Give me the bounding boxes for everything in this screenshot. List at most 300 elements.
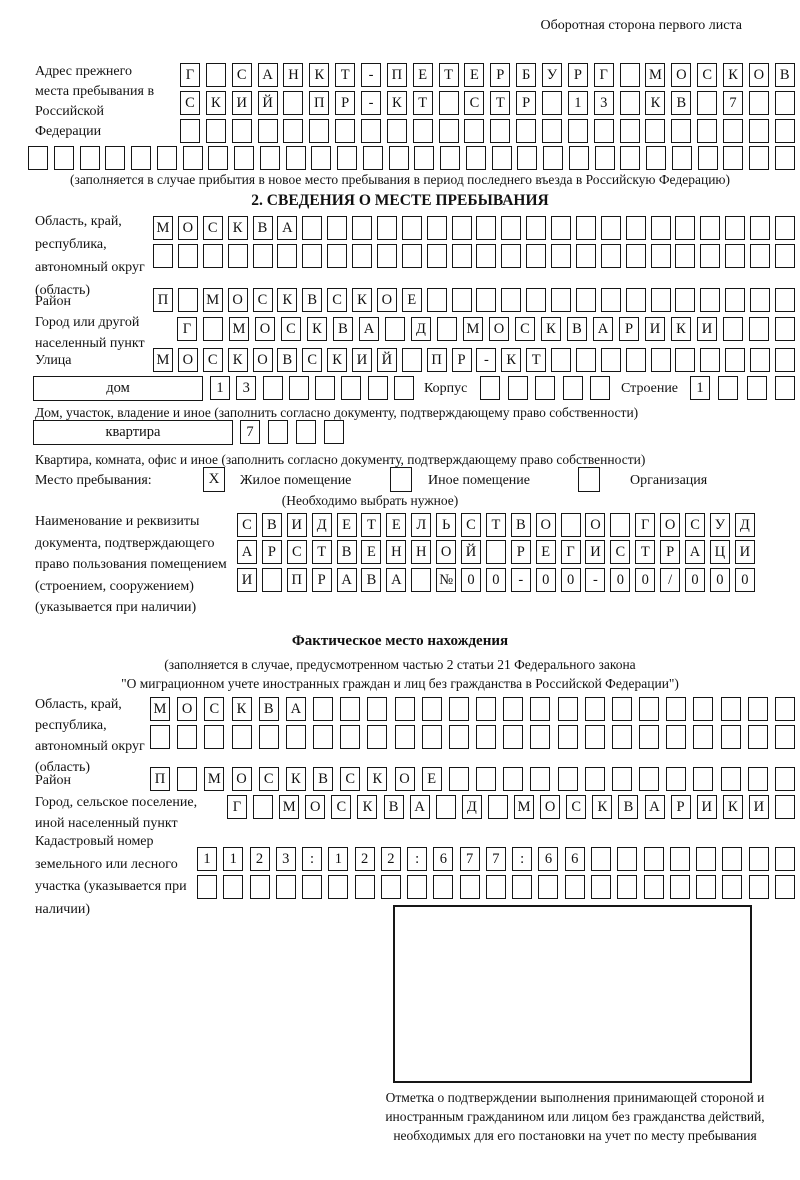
char-cell: [341, 376, 361, 400]
region-row-2: [153, 244, 795, 268]
district-row: [153, 288, 795, 312]
char-cell: [452, 288, 472, 312]
char-cell: К: [307, 317, 327, 341]
char-cell: 3: [594, 91, 614, 115]
char-cell: Е: [386, 513, 406, 537]
char-cell: [313, 725, 333, 749]
char-cell: Н: [283, 63, 303, 87]
char-cell: [439, 119, 459, 143]
char-cell: С: [237, 513, 257, 537]
char-cell: [492, 146, 512, 170]
char-cell: [501, 244, 521, 268]
char-cell: 2: [250, 847, 270, 871]
char-cell: М: [514, 795, 534, 819]
char-cell: [253, 244, 273, 268]
char-cell: О: [232, 767, 252, 791]
stay-option-other-premises-checkbox: [390, 467, 412, 492]
char-cell: [476, 244, 496, 268]
char-cell: [464, 119, 484, 143]
street-label: Улица: [35, 353, 72, 368]
char-cell: 2: [355, 847, 375, 871]
char-cell: [324, 420, 344, 444]
stay-type-label: Место пребывания:: [35, 473, 152, 488]
char-cell: [367, 725, 387, 749]
char-cell: [327, 216, 347, 240]
char-cell: 0: [536, 568, 556, 592]
char-cell: [670, 875, 690, 899]
char-cell: [644, 875, 664, 899]
city-row: [177, 317, 795, 341]
char-cell: Л: [411, 513, 431, 537]
actual-district-row: [150, 767, 795, 791]
char-cell: [538, 875, 558, 899]
char-cell: О: [536, 513, 556, 537]
char-cell: [232, 725, 252, 749]
char-cell: [775, 216, 795, 240]
char-cell: [283, 91, 303, 115]
char-cell: К: [592, 795, 612, 819]
char-cell: -: [511, 568, 531, 592]
char-cell: -: [476, 348, 496, 372]
char-cell: Й: [461, 540, 481, 564]
char-cell: В: [511, 513, 531, 537]
char-cell: Т: [490, 91, 510, 115]
char-cell: Е: [402, 288, 422, 312]
char-cell: Г: [177, 317, 197, 341]
char-cell: [480, 376, 500, 400]
char-cell: [601, 348, 621, 372]
char-cell: К: [286, 767, 306, 791]
char-cell: М: [153, 348, 173, 372]
char-cell: 0: [610, 568, 630, 592]
char-cell: С: [340, 767, 360, 791]
char-cell: А: [359, 317, 379, 341]
char-cell: [402, 348, 422, 372]
char-cell: [723, 119, 743, 143]
char-cell: М: [229, 317, 249, 341]
char-cell: Д: [411, 317, 431, 341]
char-cell: [361, 119, 381, 143]
char-cell: [206, 119, 226, 143]
char-cell: К: [541, 317, 561, 341]
char-cell: [749, 119, 769, 143]
document-row-2: [237, 540, 755, 564]
char-cell: П: [427, 348, 447, 372]
char-cell: С: [259, 767, 279, 791]
char-cell: В: [567, 317, 587, 341]
char-cell: Д: [312, 513, 332, 537]
char-cell: Ц: [710, 540, 730, 564]
char-cell: Р: [511, 540, 531, 564]
char-cell: Г: [227, 795, 247, 819]
char-cell: [387, 119, 407, 143]
char-cell: Б: [516, 63, 536, 87]
char-cell: П: [287, 568, 307, 592]
char-cell: [105, 146, 125, 170]
char-cell: С: [281, 317, 301, 341]
char-cell: [503, 697, 523, 721]
char-cell: С: [610, 540, 630, 564]
char-cell: [590, 376, 610, 400]
char-cell: [748, 697, 768, 721]
char-cell: В: [337, 540, 357, 564]
char-cell: [381, 875, 401, 899]
actual-region-row-2: [150, 725, 795, 749]
char-cell: [666, 725, 686, 749]
street-row: [153, 348, 795, 372]
char-cell: [725, 216, 745, 240]
char-cell: [558, 767, 578, 791]
char-cell: [439, 91, 459, 115]
char-cell: [302, 216, 322, 240]
char-cell: [486, 540, 506, 564]
prev-address-row-3: [180, 119, 795, 143]
actual-location-title: Фактическое место нахождения: [291, 633, 509, 649]
char-cell: [259, 725, 279, 749]
char-cell: Р: [262, 540, 282, 564]
char-cell: [563, 376, 583, 400]
char-cell: [157, 146, 177, 170]
char-cell: [311, 146, 331, 170]
char-cell: [775, 376, 795, 400]
char-cell: [204, 725, 224, 749]
char-cell: И: [237, 568, 257, 592]
char-cell: [476, 725, 496, 749]
char-cell: С: [204, 697, 224, 721]
char-cell: Р: [312, 568, 332, 592]
char-cell: [476, 288, 496, 312]
char-cell: И: [232, 91, 252, 115]
char-cell: [666, 767, 686, 791]
char-cell: [402, 216, 422, 240]
char-cell: Т: [439, 63, 459, 87]
char-cell: П: [150, 767, 170, 791]
char-cell: К: [723, 795, 743, 819]
house-number-cells: [210, 376, 414, 400]
region-row-1: [153, 216, 795, 240]
char-cell: К: [277, 288, 297, 312]
char-cell: К: [671, 317, 691, 341]
char-cell: С: [566, 795, 586, 819]
char-cell: [413, 119, 433, 143]
char-cell: Е: [422, 767, 442, 791]
char-cell: В: [333, 317, 353, 341]
char-cell: [585, 767, 605, 791]
char-cell: [749, 91, 769, 115]
char-cell: 7: [240, 420, 260, 444]
char-cell: [561, 513, 581, 537]
prev-address-row-4: [28, 146, 795, 170]
char-cell: Г: [635, 513, 655, 537]
house-note: Дом, участок, владение и иное (заполнить согласно документу, подтверждающему право собственности): [35, 405, 639, 420]
char-cell: 1: [223, 847, 243, 871]
char-cell: [576, 288, 596, 312]
char-cell: Е: [536, 540, 556, 564]
char-cell: Д: [462, 795, 482, 819]
char-cell: А: [258, 63, 278, 87]
char-cell: [277, 244, 297, 268]
char-cell: [526, 216, 546, 240]
char-cell: [395, 697, 415, 721]
char-cell: [725, 244, 745, 268]
actual-district-label: Район: [35, 773, 71, 788]
char-cell: И: [749, 795, 769, 819]
char-cell: [309, 119, 329, 143]
char-cell: К: [309, 63, 329, 87]
document-label: Наименование и реквизиты документа, подтверждающего право пользования помещением (строением, сооружением) (указывается при наличии): [35, 514, 227, 615]
char-cell: [250, 875, 270, 899]
char-cell: И: [287, 513, 307, 537]
char-cell: [228, 244, 248, 268]
char-cell: [576, 216, 596, 240]
char-cell: [422, 697, 442, 721]
char-cell: [177, 767, 197, 791]
char-cell: 0: [486, 568, 506, 592]
char-cell: 6: [433, 847, 453, 871]
char-cell: [666, 697, 686, 721]
char-cell: В: [671, 91, 691, 115]
char-cell: К: [206, 91, 226, 115]
char-cell: Д: [735, 513, 755, 537]
char-cell: [337, 146, 357, 170]
char-cell: [411, 568, 431, 592]
char-cell: О: [178, 216, 198, 240]
char-cell: №: [436, 568, 456, 592]
char-cell: [476, 697, 496, 721]
char-cell: О: [585, 513, 605, 537]
char-cell: [352, 216, 372, 240]
char-cell: С: [697, 63, 717, 87]
char-cell: [620, 119, 640, 143]
char-cell: [675, 348, 695, 372]
char-cell: [585, 697, 605, 721]
char-cell: [253, 795, 273, 819]
char-cell: [289, 376, 309, 400]
document-row-1: [237, 513, 755, 537]
char-cell: П: [153, 288, 173, 312]
actual-city-label: Город, сельское поселение, иной населенный пункт: [35, 795, 198, 831]
char-cell: В: [277, 348, 297, 372]
char-cell: Р: [490, 63, 510, 87]
char-cell: [260, 146, 280, 170]
char-cell: [153, 244, 173, 268]
apartment-box: квартира: [33, 420, 233, 445]
korpus-label: Корпус: [424, 381, 468, 396]
char-cell: 0: [461, 568, 481, 592]
char-cell: М: [279, 795, 299, 819]
char-cell: [543, 146, 563, 170]
char-cell: О: [489, 317, 509, 341]
char-cell: [476, 216, 496, 240]
char-cell: О: [178, 348, 198, 372]
char-cell: [302, 875, 322, 899]
char-cell: [591, 875, 611, 899]
char-cell: [512, 875, 532, 899]
char-cell: [612, 697, 632, 721]
stay-type-note: (Необходимо выбрать нужное): [281, 493, 459, 508]
char-cell: [749, 847, 769, 871]
char-cell: [601, 216, 621, 240]
char-cell: Р: [619, 317, 639, 341]
char-cell: 6: [565, 847, 585, 871]
char-cell: [612, 767, 632, 791]
char-cell: 6: [538, 847, 558, 871]
char-cell: О: [671, 63, 691, 87]
char-cell: [725, 288, 745, 312]
char-cell: [723, 146, 743, 170]
char-cell: И: [735, 540, 755, 564]
char-cell: [601, 288, 621, 312]
char-cell: [286, 725, 306, 749]
char-cell: [486, 875, 506, 899]
char-cell: О: [377, 288, 397, 312]
char-cell: М: [203, 288, 223, 312]
char-cell: И: [645, 317, 665, 341]
char-cell: К: [327, 348, 347, 372]
char-cell: 3: [236, 376, 256, 400]
prev-address-row-1: [180, 63, 795, 87]
stay-option-residential-label: Жилое помещение: [240, 473, 352, 488]
char-cell: М: [204, 767, 224, 791]
char-cell: [276, 875, 296, 899]
char-cell: [327, 244, 347, 268]
char-cell: 7: [486, 847, 506, 871]
char-cell: [427, 216, 447, 240]
char-cell: 0: [685, 568, 705, 592]
char-cell: О: [177, 697, 197, 721]
char-cell: П: [387, 63, 407, 87]
char-cell: Н: [411, 540, 431, 564]
char-cell: [558, 697, 578, 721]
char-cell: [626, 288, 646, 312]
char-cell: [565, 875, 585, 899]
char-cell: [775, 767, 795, 791]
char-cell: [721, 767, 741, 791]
char-cell: [80, 146, 100, 170]
char-cell: [516, 119, 536, 143]
char-cell: [651, 288, 671, 312]
char-cell: В: [313, 767, 333, 791]
char-cell: [517, 146, 537, 170]
char-cell: [177, 725, 197, 749]
char-cell: [775, 317, 795, 341]
char-cell: [488, 795, 508, 819]
char-cell: 1: [328, 847, 348, 871]
char-cell: [389, 146, 409, 170]
char-cell: [591, 847, 611, 871]
char-cell: [750, 288, 770, 312]
char-cell: [268, 420, 288, 444]
char-cell: [436, 795, 456, 819]
page-corner-note: Оборотная сторона первого листа: [540, 18, 742, 33]
char-cell: [131, 146, 151, 170]
char-cell: [542, 91, 562, 115]
char-cell: 3: [276, 847, 296, 871]
char-cell: [750, 348, 770, 372]
char-cell: [551, 216, 571, 240]
char-cell: К: [232, 697, 252, 721]
char-cell: А: [277, 216, 297, 240]
char-cell: С: [461, 513, 481, 537]
char-cell: О: [436, 540, 456, 564]
char-cell: [775, 697, 795, 721]
char-cell: А: [337, 568, 357, 592]
char-cell: А: [386, 568, 406, 592]
char-cell: [530, 697, 550, 721]
char-cell: [696, 847, 716, 871]
char-cell: С: [302, 348, 322, 372]
char-cell: [595, 146, 615, 170]
char-cell: [363, 146, 383, 170]
char-cell: 2: [381, 847, 401, 871]
char-cell: [775, 288, 795, 312]
char-cell: [427, 288, 447, 312]
char-cell: [206, 63, 226, 87]
char-cell: [490, 119, 510, 143]
char-cell: [449, 725, 469, 749]
char-cell: [775, 146, 795, 170]
char-cell: [530, 767, 550, 791]
char-cell: С: [253, 288, 273, 312]
char-cell: Е: [464, 63, 484, 87]
char-cell: Р: [671, 795, 691, 819]
char-cell: [750, 216, 770, 240]
char-cell: [721, 697, 741, 721]
char-cell: [402, 244, 422, 268]
char-cell: [558, 725, 578, 749]
char-cell: [675, 288, 695, 312]
char-cell: [340, 725, 360, 749]
char-cell: Т: [413, 91, 433, 115]
char-cell: [696, 875, 716, 899]
char-cell: [258, 119, 278, 143]
char-cell: [612, 725, 632, 749]
char-cell: К: [501, 348, 521, 372]
char-cell: С: [180, 91, 200, 115]
char-cell: [286, 146, 306, 170]
char-cell: М: [463, 317, 483, 341]
char-cell: :: [407, 847, 427, 871]
char-cell: 0: [735, 568, 755, 592]
char-cell: И: [697, 317, 717, 341]
char-cell: В: [775, 63, 795, 87]
char-cell: [626, 244, 646, 268]
char-cell: [775, 244, 795, 268]
char-cell: [551, 288, 571, 312]
char-cell: [749, 146, 769, 170]
char-cell: [262, 568, 282, 592]
char-cell: [178, 288, 198, 312]
char-cell: [700, 244, 720, 268]
char-cell: К: [387, 91, 407, 115]
char-cell: С: [232, 63, 252, 87]
char-cell: [352, 244, 372, 268]
char-cell: Р: [568, 63, 588, 87]
char-cell: [508, 376, 528, 400]
stroenie-cells: [690, 376, 795, 400]
char-cell: 0: [710, 568, 730, 592]
stay-option-organization-checkbox: [578, 467, 600, 492]
char-cell: [551, 244, 571, 268]
char-cell: [617, 875, 637, 899]
char-cell: [651, 244, 671, 268]
char-cell: О: [253, 348, 273, 372]
char-cell: С: [203, 216, 223, 240]
char-cell: К: [352, 288, 372, 312]
char-cell: [234, 146, 254, 170]
char-cell: С: [515, 317, 535, 341]
stay-option-other-premises-label: Иное помещение: [428, 473, 530, 488]
